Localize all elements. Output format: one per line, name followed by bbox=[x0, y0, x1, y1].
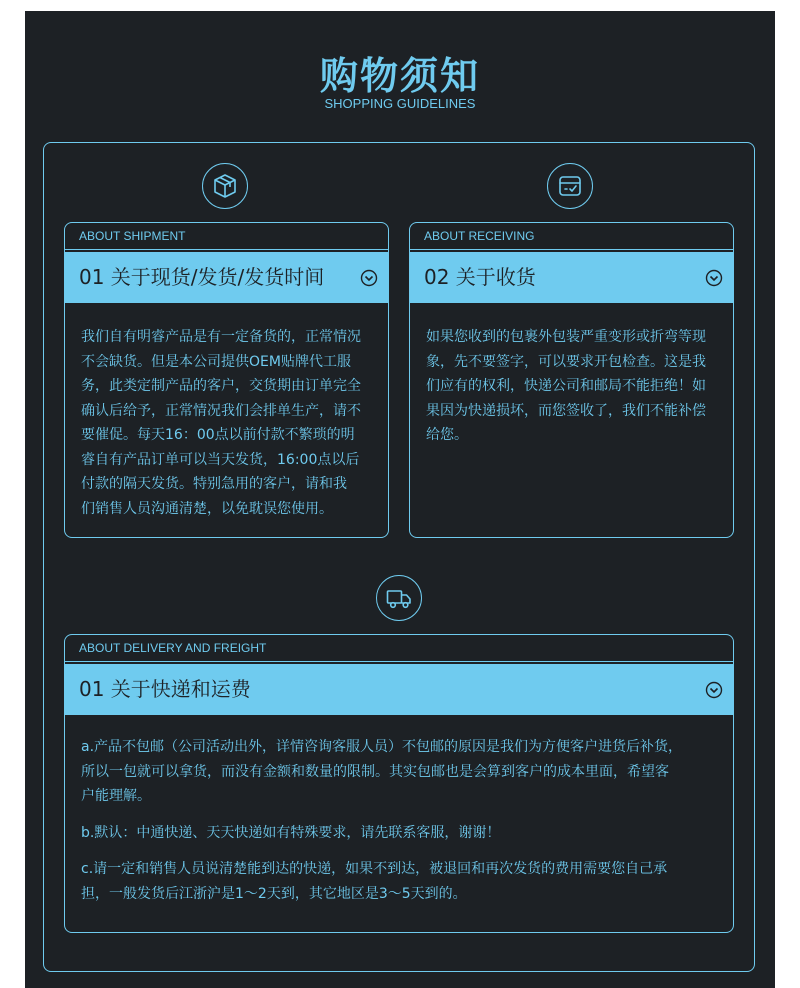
text-line: 给您。 bbox=[426, 427, 468, 443]
text-line: 们应有的权利，快递公司和邮局不能拒绝！如 bbox=[426, 378, 706, 394]
package-box-icon bbox=[202, 163, 248, 209]
chevron-down-circle-icon[interactable] bbox=[360, 269, 378, 287]
card-body bbox=[65, 303, 388, 521]
card-heading: 01 关于现货/发货/发货时间 bbox=[79, 265, 325, 289]
delivery-header[interactable] bbox=[65, 664, 733, 715]
card-heading: 02 关于收货 bbox=[424, 265, 536, 289]
inbox-check-icon bbox=[547, 163, 593, 209]
shipment-card bbox=[64, 222, 389, 538]
paragraph-c bbox=[81, 857, 723, 906]
text-line: 付款的隔天发货。特别急用的客户，请和我 bbox=[81, 476, 347, 492]
text-line: 睿自有产品订单可以当天发货，16:00点以后 bbox=[81, 451, 360, 468]
delivery-truck-icon bbox=[376, 575, 422, 621]
card-eng-label: ABOUT SHIPMENT bbox=[65, 223, 388, 250]
chevron-down-circle-icon[interactable] bbox=[705, 681, 723, 699]
text-line: 我们自有明睿产品是有一定备货的，正常情况 bbox=[81, 329, 361, 345]
card-body bbox=[65, 715, 733, 906]
card-heading: 01 关于快递和运费 bbox=[79, 677, 251, 701]
text-line: 果因为快递损坏，而您签收了，我们不能补偿 bbox=[426, 402, 706, 419]
card-eng-label: ABOUT RECEIVING bbox=[410, 223, 733, 250]
delivery-card bbox=[64, 634, 734, 933]
text-line: b.默认：中通快递、天天快递如有特殊要求，请先联系客服，谢谢！ bbox=[81, 824, 501, 841]
text-line: 确认后给予，正常情况我们会排单生产，请不 bbox=[81, 402, 361, 419]
text-line: 们销售人员沟通清楚，以免耽误您使用。 bbox=[81, 500, 333, 517]
receiving-card bbox=[409, 222, 734, 538]
receiving-header[interactable] bbox=[410, 252, 733, 303]
text-line: 务，此类定制产品的客户，交货期由订单完全 bbox=[81, 378, 361, 394]
text-line: 担，一般发货后江浙沪是1～2天到，其它地区是3～5天到的。 bbox=[81, 885, 467, 902]
page-title: 购物须知 bbox=[319, 54, 480, 98]
text-line: 象，先不要签字，可以要求开包检查。这是我 bbox=[426, 353, 706, 370]
text-line: 户能理解。 bbox=[81, 788, 151, 804]
card-body bbox=[410, 303, 733, 448]
text-line: 如果您收到的包裹外包装严重变形或折弯等现 bbox=[426, 329, 706, 345]
page-subtitle: SHOPPING GUIDELINES bbox=[324, 96, 476, 111]
text-line: 不会缺货。但是本公司提供OEM贴牌代工服 bbox=[81, 353, 351, 370]
guidelines-panel bbox=[25, 11, 775, 988]
card-eng-label: ABOUT DELIVERY AND FREIGHT bbox=[65, 635, 733, 662]
text-line: a.产品不包邮（公司活动出外，详情咨询客服人员）不包邮的原因是我们为方便客户进货后补货， bbox=[81, 739, 683, 755]
paragraph-b bbox=[81, 821, 723, 846]
text-line: 要催促。每天16：00点以前付款不繁琐的明 bbox=[81, 427, 355, 443]
guidelines-frame bbox=[43, 142, 755, 972]
shipment-header[interactable] bbox=[65, 252, 388, 303]
text-line: c.请一定和销售人员说清楚能到达的快递，如果不到达，被退回和再次发货的费用需要您自己承 bbox=[81, 861, 668, 877]
text-line: 所以一包就可以拿货，而没有金额和数量的限制。其实包邮也是会算到客户的成本里面，希望客 bbox=[81, 763, 669, 780]
paragraph-a bbox=[81, 735, 723, 809]
chevron-down-circle-icon[interactable] bbox=[705, 269, 723, 287]
